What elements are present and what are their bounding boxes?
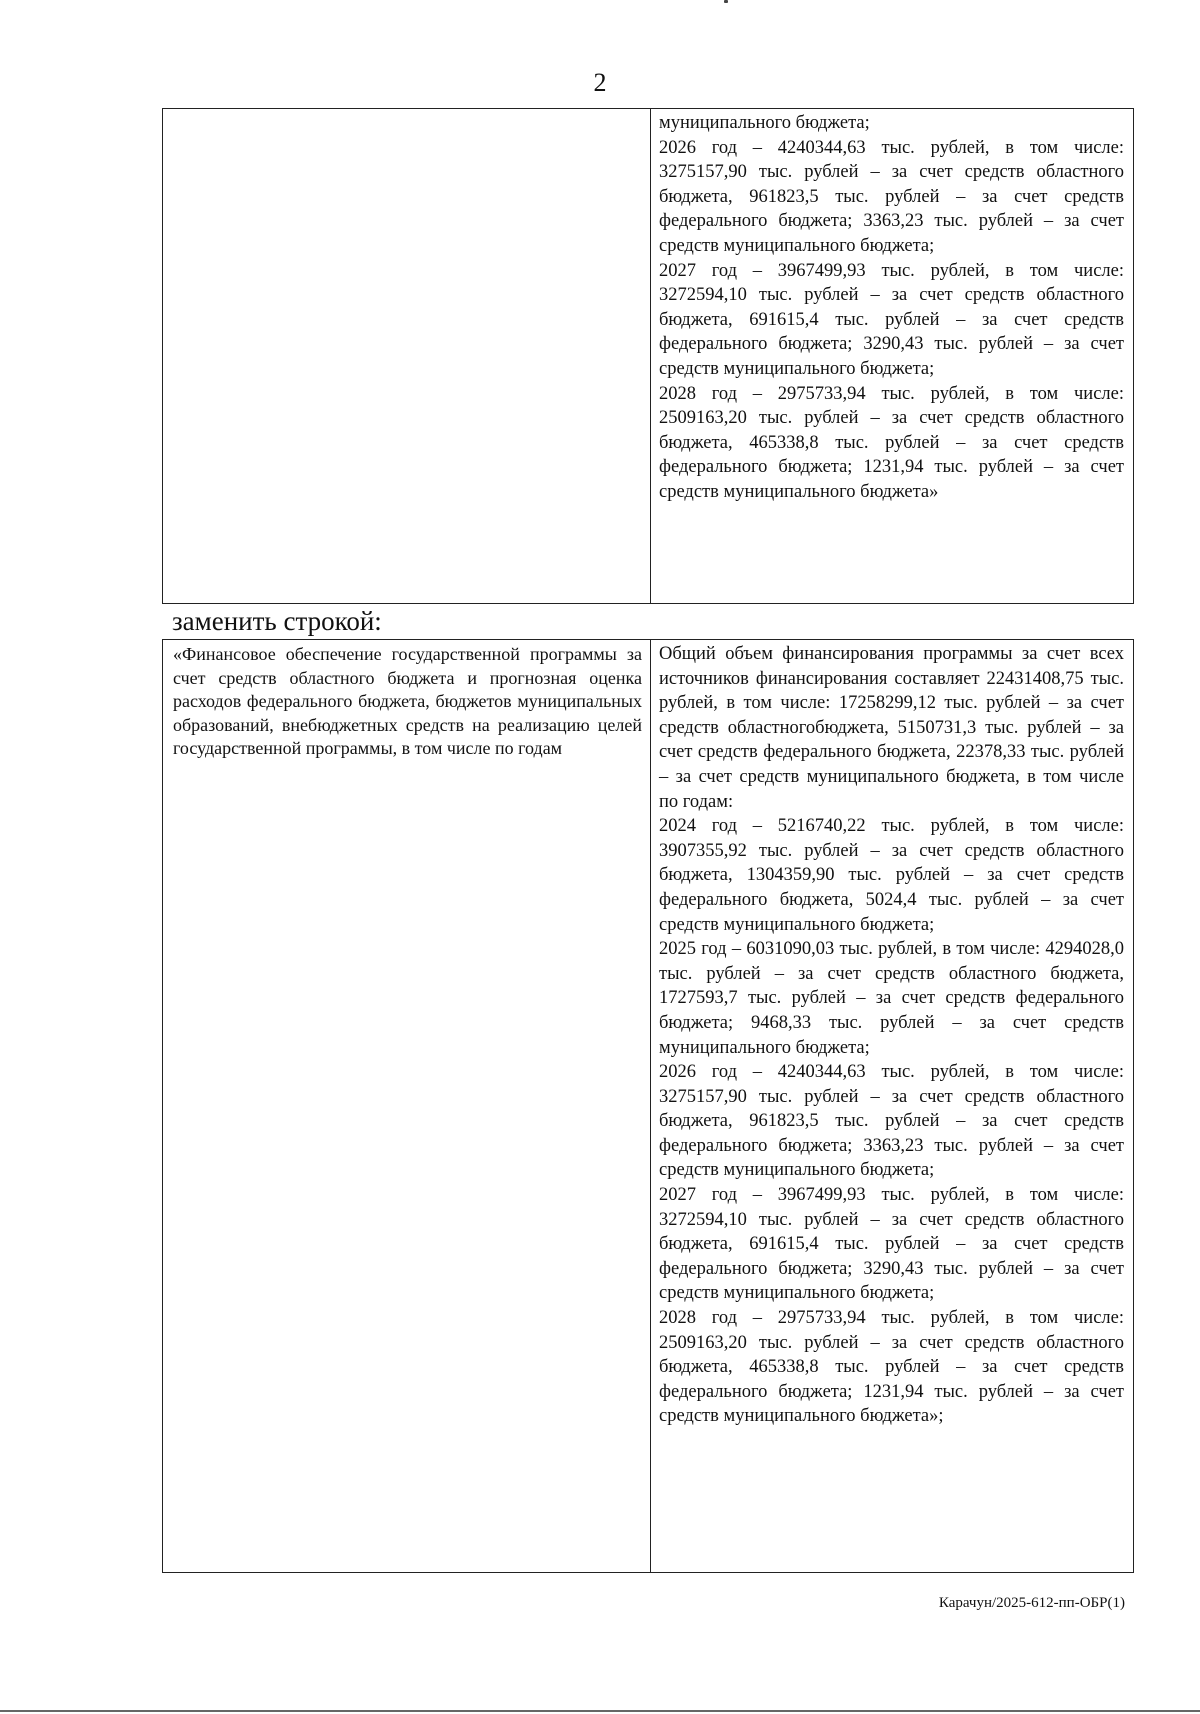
- paragraph-total-financing: Общий объем финансирования программы за счет всех источников финансирования составляет 22431408,75 тыс. рублей, в том числе: 17258299,12 тыс. рублей – за счет средств областногобюджета, 5150731,3 тыс. рублей – за счет средств федерального бюджета, 22378,33 тыс. рублей – за счет средств муниципального бюджета, в том числе по годам:: [659, 644, 1124, 812]
- document-code: Карачун/2025-612-пп-ОБР(1): [938, 1595, 1125, 1611]
- table-replacement-left-cell: [163, 640, 651, 1572]
- table-continued-left-cell: [163, 109, 651, 603]
- paragraph-2026: 2026 год – 4240344,63 тыс. рублей, в том числе: 3275157,90 тыс. рублей – за счет средств областного бюджета, 961823,5 тыс. рублей – за счет средств федерального бюджета; 3363,23 тыс. рублей – за счет средств муниципального бюджета;: [659, 137, 1124, 256]
- scan-artifact: [724, 0, 728, 3]
- paragraph-2024: 2024 год – 5216740,22 тыс. рублей, в том числе: 3907355,92 тыс. рублей – за счет средств областного бюджета, 1304359,90 тыс. рублей – за счет средств федерального бюджета, 5024,4 тыс. рублей – за счет средств муниципального бюджета;: [659, 816, 1124, 935]
- paragraph-2025: 2025 год – 6031090,03 тыс. рублей, в том числе: 4294028,0 тыс. рублей – за счет средств областного бюджета, 1727593,7 тыс. рублей – за счет средств федерального бюджета; 9468,33 тыс. рублей – за счет средств муниципального бюджета;: [659, 939, 1124, 1058]
- paragraph-2028: 2028 год – 2975733,94 тыс. рублей, в том числе: 2509163,20 тыс. рублей – за счет средств областного бюджета, 465338,8 тыс. рублей – за счет средств федерального бюджета; 1231,94 тыс. рублей – за счет средств муниципального бюджета»: [659, 383, 1124, 502]
- financing-row-title: «Финансовое обеспечение государственной программы за счет средств областного бюджета и прогнозная оценка расходов федерального бюджета, бюджетов муниципальных образований, внебюджетных средств на реализацию целей государственной программы, в том числе по годам: [173, 644, 642, 759]
- replace-heading: заменить строкой:: [172, 606, 382, 636]
- table-continued-right-cell: [651, 109, 1133, 603]
- scan-bottom-edge: [0, 1710, 1200, 1712]
- table-replacement-right-cell: [651, 640, 1133, 1572]
- page-number: 2: [593, 68, 607, 97]
- paragraph-2027: 2027 год – 3967499,93 тыс. рублей, в том числе: 3272594,10 тыс. рублей – за счет средств областного бюджета, 691615,4 тыс. рублей – за счет средств федерального бюджета; 3290,43 тыс. рублей – за счет средств муниципального бюджета;: [659, 1185, 1124, 1304]
- paragraph-2028: 2028 год – 2975733,94 тыс. рублей, в том числе: 2509163,20 тыс. рублей – за счет средств областного бюджета, 465338,8 тыс. рублей – за счет средств федерального бюджета; 1231,94 тыс. рублей – за счет средств муниципального бюджета»;: [659, 1308, 1124, 1427]
- table-continued: [162, 108, 1134, 604]
- table-replacement: [162, 639, 1134, 1573]
- paragraph-2026: 2026 год – 4240344,63 тыс. рублей, в том числе: 3275157,90 тыс. рублей – за счет средств областного бюджета, 961823,5 тыс. рублей – за счет средств федерального бюджета; 3363,23 тыс. рублей – за счет средств муниципального бюджета;: [659, 1062, 1124, 1181]
- paragraph-municipal-tail: муниципального бюджета;: [659, 113, 870, 133]
- paragraph-2027: 2027 год – 3967499,93 тыс. рублей, в том числе: 3272594,10 тыс. рублей – за счет средств областного бюджета, 691615,4 тыс. рублей – за счет средств федерального бюджета; 3290,43 тыс. рублей – за счет средств муниципального бюджета;: [659, 260, 1124, 379]
